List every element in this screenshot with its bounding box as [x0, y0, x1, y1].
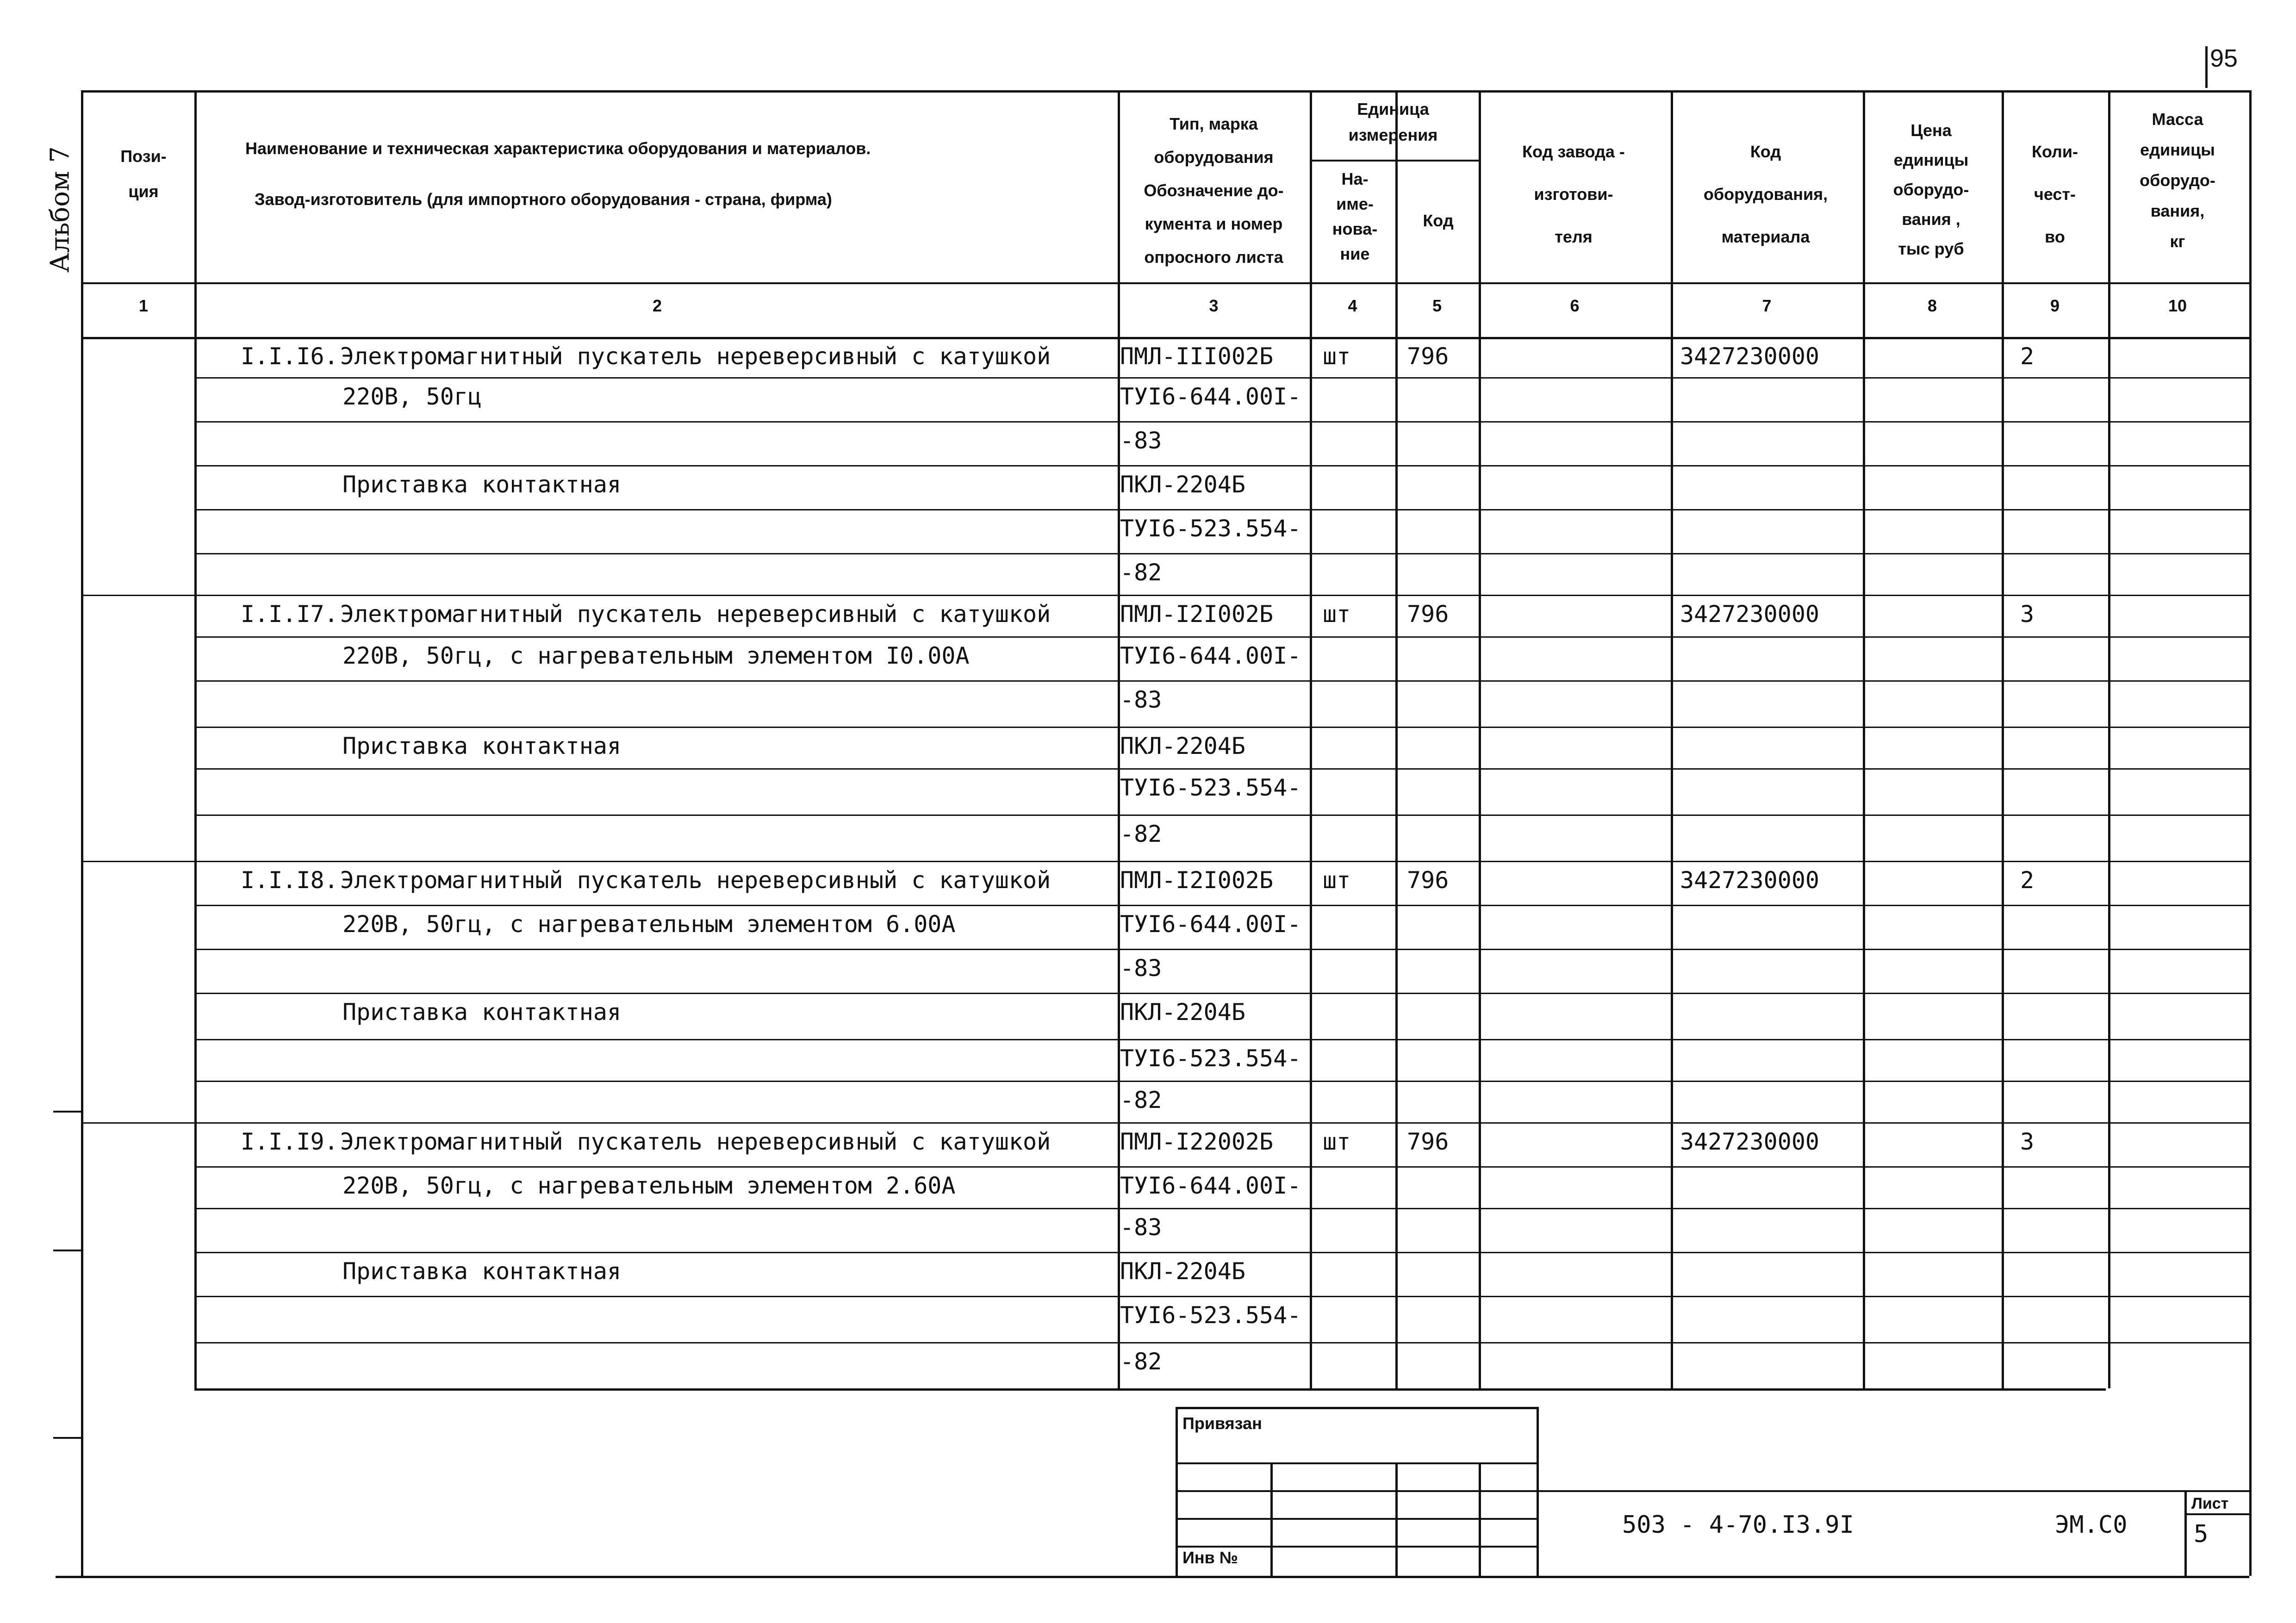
header-unit-name: [1314, 167, 1395, 267]
header-bottom-border: [81, 282, 2249, 284]
row-unit-code: 796: [1407, 1128, 1449, 1155]
row-position: I.I.I8.: [241, 867, 338, 894]
row-divider: [194, 905, 2249, 906]
frame-right: [2249, 90, 2252, 1576]
row-name: 220В, 50гц, с нагревательным элементом 6.00А: [342, 911, 956, 938]
header-unit-l1: Единица: [1357, 99, 1429, 118]
colnum-2: 2: [652, 296, 662, 315]
header-quantity: [2002, 131, 2108, 258]
row-divider: [194, 1081, 2249, 1082]
row-type: ПМЛ-I2I002Б: [1120, 867, 1274, 894]
colnum-1: 1: [138, 296, 149, 315]
stamp-divider: [1395, 1462, 1398, 1576]
row-type: ПМЛ-I2I002Б: [1120, 601, 1274, 628]
row-type: -83: [1120, 686, 1162, 713]
column-divider: [2002, 90, 2004, 1388]
stamp-main-top: [1537, 1490, 2249, 1492]
row-unit: шт: [1323, 343, 1351, 370]
header-equipment-code: [1671, 131, 1860, 258]
header-equip-l1: Код: [1750, 142, 1781, 161]
header-factory-l2: изготови-: [1534, 185, 1613, 204]
header-price: [1863, 116, 1999, 264]
row-name: Приставка контактная: [342, 733, 622, 759]
header-unit-name-l2: име-: [1336, 194, 1374, 213]
colnum-10: 10: [2168, 296, 2187, 315]
header-factory-code: [1479, 131, 1668, 258]
row-type: ТУI6-644.00I-: [1120, 911, 1301, 938]
row-name: 220В, 50гц, с нагревательным элементом I0.00А: [342, 642, 970, 669]
row-divider: [194, 377, 2249, 379]
column-divider: [1671, 90, 1673, 1388]
header-price-l2: единицы: [1893, 150, 1969, 169]
margin-tick: [53, 1111, 83, 1113]
header-unit-code: Код: [1423, 211, 1454, 230]
row-quantity: 2: [2020, 343, 2035, 370]
row-divider: [83, 861, 2249, 862]
row-divider: [194, 553, 2249, 554]
stamp-line: [1176, 1546, 1537, 1548]
colnum-bottom-border: [81, 337, 2249, 339]
row-divider: [194, 768, 2249, 770]
row-divider: [194, 509, 2249, 510]
row-type: ПКЛ-2204Б: [1120, 471, 1245, 498]
header-type-l4: кумента и номер: [1145, 214, 1283, 233]
row-quantity: 3: [2020, 1128, 2035, 1155]
header-equip-l3: материала: [1721, 227, 1810, 246]
row-equipment-code: 3427230000: [1680, 867, 1820, 894]
body-bottom-border: [194, 1388, 2106, 1391]
row-divider: [194, 680, 2249, 682]
header-unit-group: [1312, 96, 1474, 148]
row-divider: [194, 1039, 2249, 1040]
stamp-sheet-divider: [2184, 1490, 2187, 1576]
header-qty-l1: Коли-: [2031, 142, 2078, 161]
row-divider: [194, 1252, 2249, 1253]
colnum-3: 3: [1209, 296, 1219, 315]
header-price-l5: тыс руб: [1898, 239, 1964, 258]
row-type: -83: [1120, 1214, 1162, 1241]
header-unit-l2: измерения: [1348, 125, 1438, 144]
row-type: ПМЛ-I22002Б: [1120, 1128, 1274, 1155]
page-number: 95: [2210, 44, 2238, 72]
colnum-5: 5: [1432, 296, 1442, 315]
colnum-9: 9: [2050, 296, 2060, 315]
row-name: Приставка контактная: [342, 1258, 622, 1285]
row-divider: [194, 949, 2249, 950]
row-type: -83: [1120, 427, 1162, 454]
column-divider: [1395, 90, 1398, 1388]
row-name: Приставка контактная: [342, 999, 622, 1026]
row-type: -82: [1120, 1087, 1162, 1113]
stamp-top: [1176, 1407, 1537, 1409]
row-name: Электромагнитный пускатель нереверсивный с катушкой: [340, 1128, 1051, 1155]
stamp-divider: [1176, 1407, 1178, 1576]
row-unit-code: 796: [1407, 867, 1449, 894]
column-divider: [1479, 90, 1481, 1388]
row-equipment-code: 3427230000: [1680, 601, 1820, 628]
header-qty-l2: чест-: [2034, 185, 2076, 204]
row-quantity: 2: [2020, 867, 2035, 894]
unit-group-divider: [1310, 160, 1479, 162]
column-divider: [194, 90, 197, 1388]
stamp-divider: [1270, 1462, 1273, 1576]
row-type: ТУI6-644.00I-: [1120, 383, 1301, 410]
margin-tick: [53, 1437, 83, 1439]
stamp-linked: Привязан: [1182, 1414, 1262, 1433]
column-divider: [2108, 90, 2110, 1388]
header-type-l2: оборудования: [1154, 148, 1274, 167]
row-divider: [194, 993, 2249, 994]
header-position: [90, 139, 197, 209]
row-type: ТУI6-523.554-: [1120, 774, 1301, 801]
stamp-sheet-number: 5: [2194, 1520, 2209, 1548]
row-name: 220В, 50гц, с нагревательным элементом 2.60А: [342, 1172, 956, 1199]
header-type: [1118, 107, 1310, 274]
row-divider: [194, 1208, 2249, 1209]
row-type: ТУI6-523.554-: [1120, 1045, 1301, 1072]
row-type: -82: [1120, 1348, 1162, 1375]
table-top-border: [81, 90, 2249, 93]
row-type: ТУI6-644.00I-: [1120, 642, 1301, 669]
row-type: ПКЛ-2204Б: [1120, 999, 1245, 1026]
row-unit: шт: [1323, 867, 1351, 894]
header-qty-l3: во: [2045, 227, 2065, 246]
stamp-divider: [1479, 1462, 1481, 1576]
header-mass-l5: кг: [2170, 232, 2185, 251]
header-mass: [2108, 104, 2247, 257]
row-unit-code: 796: [1407, 601, 1449, 628]
stamp-inv: Инв №: [1182, 1548, 1238, 1567]
column-divider: [1863, 90, 1865, 1388]
header-price-l3: оборудо-: [1893, 180, 1969, 199]
colnum-8: 8: [1927, 296, 1937, 315]
margin-tick: [53, 1250, 83, 1251]
row-divider: [194, 1342, 2249, 1343]
header-equip-l2: оборудования,: [1703, 185, 1828, 204]
row-unit: шт: [1323, 601, 1351, 628]
stamp-line: [1176, 1462, 1537, 1464]
row-type: ПМЛ-III002Б: [1120, 343, 1274, 370]
row-divider: [194, 727, 2249, 728]
row-unit-code: 796: [1407, 343, 1449, 370]
header-factory-l1: Код завода -: [1522, 142, 1625, 161]
row-name: Электромагнитный пускатель нереверсивный с катушкой: [340, 343, 1051, 370]
row-type: ТУI6-523.554-: [1120, 1302, 1301, 1329]
header-unit-name-l3: нова-: [1332, 219, 1378, 238]
header-price-l4: вания ,: [1902, 210, 1960, 229]
header-position-line2: ция: [128, 182, 159, 201]
row-name: Электромагнитный пускатель нереверсивный с катушкой: [340, 867, 1051, 894]
row-type: -82: [1120, 559, 1162, 586]
row-divider: [83, 1122, 2249, 1124]
header-mass-l3: оборудо-: [2140, 171, 2215, 190]
header-type-l3: Обозначение до-: [1144, 181, 1284, 200]
header-mass-l1: Масса: [2152, 110, 2203, 129]
stamp-doc-code: 503 - 4-70.I3.9I: [1622, 1511, 1854, 1539]
row-type: -83: [1120, 955, 1162, 982]
album-label: Альбом 7: [45, 146, 75, 273]
row-divider: [194, 636, 2249, 638]
row-type: ТУI6-523.554-: [1120, 515, 1301, 542]
colnum-7: 7: [1762, 296, 1772, 315]
row-divider: [194, 1296, 2249, 1297]
header-mass-l2: единицы: [2140, 140, 2215, 159]
header-factory-l3: теля: [1555, 227, 1593, 246]
row-position: I.I.I9.: [241, 1128, 338, 1155]
row-divider: [83, 595, 2249, 596]
row-divider: [194, 465, 2249, 466]
header-name-line2: Завод-изготовитель (для импортного оборудования - страна, фирма): [255, 190, 832, 209]
header-name-line1: Наименование и техническая характеристика оборудования и материалов.: [245, 139, 871, 158]
frame-left: [81, 90, 83, 1576]
row-equipment-code: 3427230000: [1680, 343, 1820, 370]
row-name: 220В, 50гц: [342, 383, 482, 410]
stamp-mark: ЭМ.С0: [2055, 1511, 2128, 1539]
colnum-4: 4: [1348, 296, 1357, 315]
header-price-l1: Цена: [1910, 121, 1952, 140]
row-divider: [194, 815, 2249, 816]
stamp-sheet-label: Лист: [2191, 1495, 2229, 1512]
row-type: ПКЛ-2204Б: [1120, 1258, 1245, 1285]
header-position-line1: Пози-: [120, 147, 167, 166]
row-type: ТУI6-644.00I-: [1120, 1172, 1301, 1199]
stamp-line: [1176, 1490, 1537, 1492]
header-type-l1: Тип, марка: [1170, 114, 1258, 133]
stamp-sheet-line: [2184, 1513, 2249, 1515]
column-divider: [1310, 90, 1312, 1388]
row-type: ПКЛ-2204Б: [1120, 733, 1245, 759]
header-unit-name-l4: ние: [1340, 244, 1370, 263]
row-equipment-code: 3427230000: [1680, 1128, 1820, 1155]
header-type-l5: опросного листа: [1144, 248, 1283, 267]
page-bottom-border: [56, 1576, 2249, 1578]
stamp-line: [1176, 1518, 1537, 1520]
row-position: I.I.I7.: [241, 601, 338, 628]
header-mass-l4: вания,: [2150, 201, 2205, 220]
row-name: Электромагнитный пускатель нереверсивный с катушкой: [340, 601, 1051, 628]
row-position: I.I.I6.: [241, 343, 338, 370]
page-number-mark: [2205, 46, 2208, 88]
row-unit: шт: [1323, 1128, 1351, 1155]
row-type: -82: [1120, 821, 1162, 847]
row-name: Приставка контактная: [342, 471, 622, 498]
header-unit-name-l1: На-: [1341, 169, 1369, 188]
row-quantity: 3: [2020, 601, 2035, 628]
row-divider: [194, 421, 2249, 423]
colnum-6: 6: [1570, 296, 1580, 315]
row-divider: [194, 1166, 2249, 1168]
